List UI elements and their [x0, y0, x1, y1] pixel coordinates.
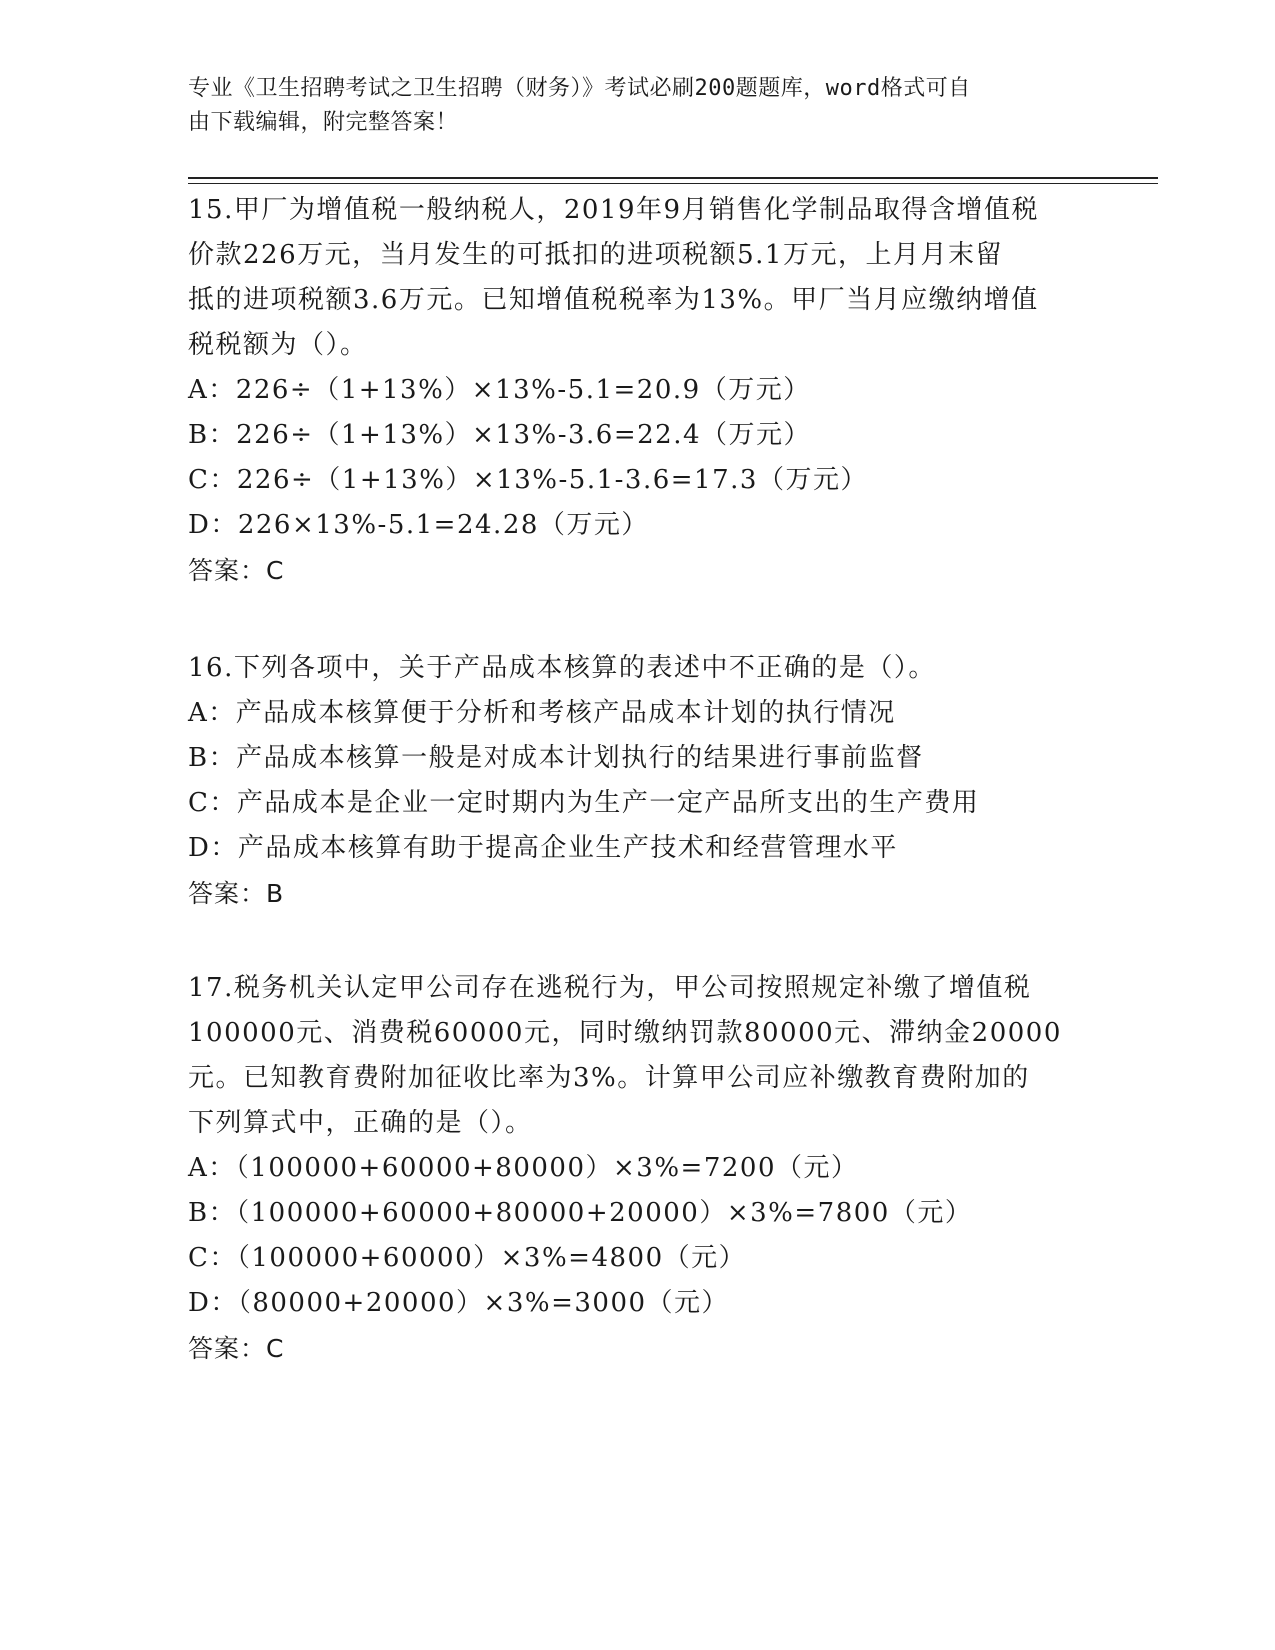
- header-divider-thin: [188, 183, 1158, 184]
- option-d: D：226×13%-5.1=24.28（万元）: [188, 510, 649, 540]
- option-a: A：（100000+60000+80000）×3%=7200（元）: [188, 1153, 859, 1183]
- stem-line: 税税额为（）。: [188, 330, 368, 360]
- option-c: C：（100000+60000）×3%=4800（元）: [188, 1243, 747, 1273]
- stem-line: 16.下列各项中，关于产品成本核算的表述中不正确的是（）。: [188, 653, 936, 683]
- stem-line: 抵的进项税额3.6万元。已知增值税税率为13%。甲厂当月应缴纳增值: [188, 285, 1039, 315]
- options-list: [188, 1146, 1088, 1326]
- document-header: [188, 72, 1088, 140]
- option-c: C：226÷（1+13%）×13%-5.1-3.6=17.3（万元）: [188, 465, 868, 495]
- header-line-1: 专业《卫生招聘考试之卫生招聘（财务）》考试必刷200题题库，word格式可自: [188, 76, 971, 101]
- stem-line: 17.税务机关认定甲公司存在逃税行为，甲公司按照规定补缴了增值税: [188, 973, 1032, 1003]
- header-line-2: 由下载编辑，附完整答案！: [188, 110, 459, 135]
- stem-line: 元。已知教育费附加征收比率为3%。计算甲公司应补缴教育费附加的: [188, 1063, 1030, 1093]
- option-b: B：226÷（1+13%）×13%-3.6=22.4（万元）: [188, 420, 812, 450]
- question-stem: [188, 188, 1088, 368]
- option-b: B：（100000+60000+80000+20000）×3%=7800（元）: [188, 1198, 973, 1228]
- option-a: A：226÷（1+13%）×13%-5.1=20.9（万元）: [188, 375, 811, 405]
- stem-line: 15.甲厂为增值税一般纳税人，2019年9月销售化学制品取得含增值税: [188, 195, 1040, 225]
- question-stem: [188, 966, 1088, 1146]
- answer-line: 答案：C: [188, 1334, 285, 1363]
- options-list: [188, 368, 1088, 548]
- answer-line: 答案：C: [188, 556, 285, 585]
- question-16: [188, 646, 1088, 916]
- question-17: [188, 966, 1088, 1371]
- option-b: B：产品成本核算一般是对成本计划执行的结果进行事前监督: [188, 743, 924, 773]
- stem-line: 100000元、消费税60000元，同时缴纳罚款80000元、滞纳金20000: [188, 1018, 1062, 1048]
- question-15: [188, 188, 1088, 593]
- stem-line: 价款226万元，当月发生的可抵扣的进项税额5.1万元，上月月末留: [188, 240, 1003, 270]
- option-c: C：产品成本是企业一定时期内为生产一定产品所支出的生产费用: [188, 788, 980, 818]
- option-d: D：产品成本核算有助于提高企业生产技术和经营管理水平: [188, 833, 898, 863]
- header-divider-thick: [188, 177, 1158, 179]
- options-list: [188, 691, 1088, 871]
- option-d: D：（80000+20000）×3%=3000（元）: [188, 1288, 730, 1318]
- question-stem: [188, 646, 1088, 691]
- option-a: A：产品成本核算便于分析和考核产品成本计划的执行情况: [188, 698, 896, 728]
- stem-line: 下列算式中，正确的是（）。: [188, 1108, 533, 1138]
- answer-line: 答案：B: [188, 879, 285, 908]
